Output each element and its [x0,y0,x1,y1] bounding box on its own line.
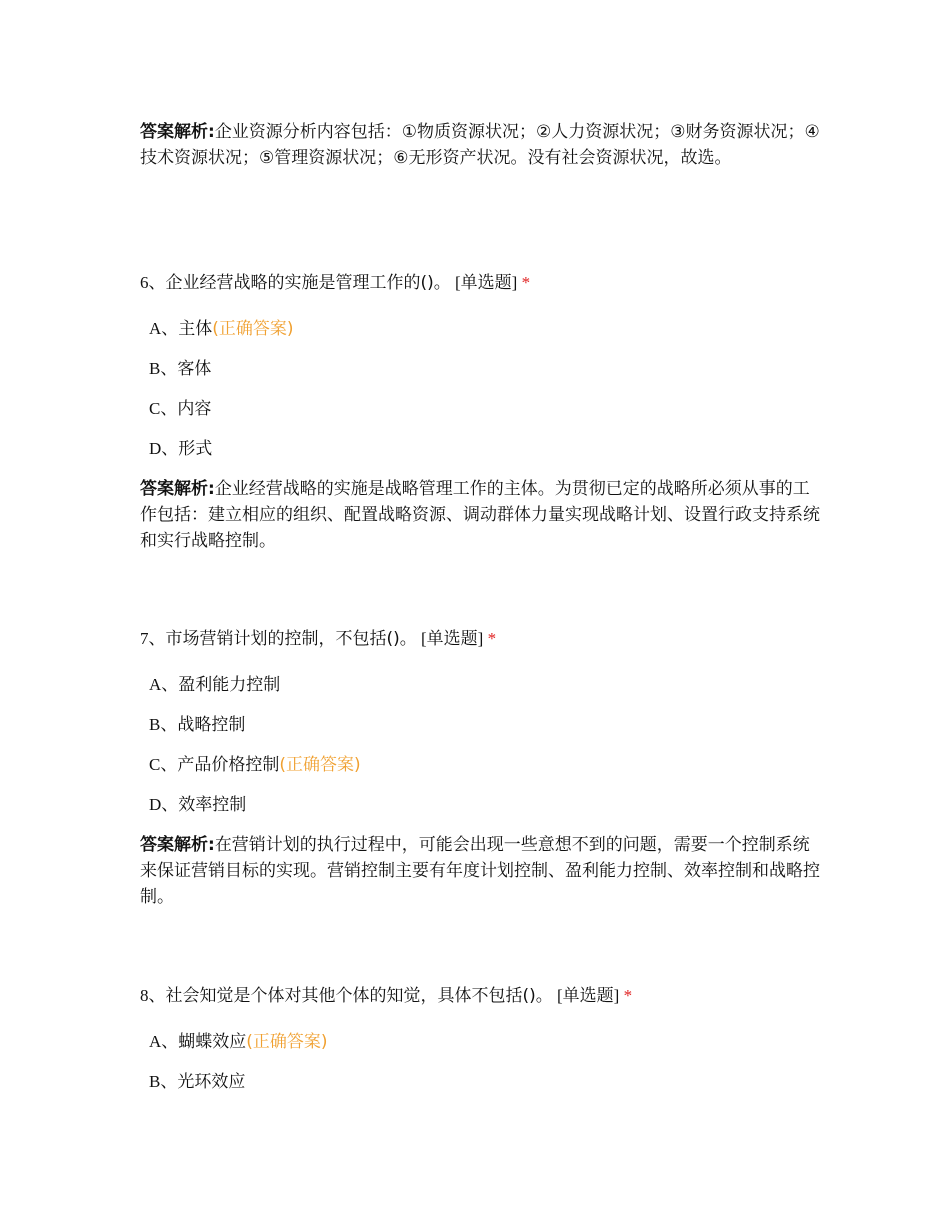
option-b[interactable]: B、战略控制 [149,715,246,735]
explanation-text: 企业资源分析内容包括：①物质资源状况；②人力资源状况；③财务资源状况；④技术资源状况；⑤管理资源状况；⑥无形资产状况。没有社会资源状况，故选。 [140,122,820,168]
required-star: * [623,986,633,1005]
question-text: 企业经营战略的实施是管理工作的()。 [165,273,451,293]
explanation-text: 企业经营战略的实施是战略管理工作的主体。为贯彻已定的战略所必须从事的工作包括：建立相应的组织、配置战略资源、调动群体力量实现战略计划、设置行政支持系统和实行战略控制。 [140,479,820,551]
option-b[interactable]: B、客体 [149,359,212,379]
answer-explanation [140,476,820,554]
required-star: * [487,629,497,648]
question-6 [140,271,820,295]
question-title [140,627,820,651]
explanation-label: 答案解析: [140,479,215,499]
required-star: * [521,273,531,292]
options-q8 [140,1030,820,1110]
option-b[interactable]: B、光环效应 [149,1072,246,1092]
question-type: [单选题] [421,629,484,648]
question-number: 6、 [140,273,166,292]
option-c[interactable]: C、产品价格控制(正确答案) [149,755,361,775]
correct-answer-tag: (正确答案) [212,319,294,339]
options-q6 [140,317,820,477]
question-number: 7、 [140,629,166,648]
question-number: 8、 [140,986,166,1005]
correct-answer-tag: (正确答案) [246,1032,328,1052]
correct-answer-tag: (正确答案) [279,755,361,775]
question-text: 市场营销计划的控制，不包括()。 [165,629,417,649]
option-a[interactable]: A、蝴蝶效应(正确答案) [149,1032,328,1052]
question-title [140,271,820,295]
explanation-block-prev [140,119,820,171]
question-text: 社会知觉是个体对其他个体的知觉，具体不包括()。 [165,986,553,1006]
question-type: [单选题] [557,986,620,1005]
option-c[interactable]: C、内容 [149,399,212,419]
explanation-text: 在营销计划的执行过程中，可能会出现一些意想不到的问题，需要一个控制系统来保证营销目标的实现。营销控制主要有年度计划控制、盈利能力控制、效率控制和战略控制。 [140,835,820,907]
option-d[interactable]: D、效率控制 [149,795,247,815]
explanation-block-q6 [140,476,820,554]
answer-explanation [140,119,820,171]
options-q7 [140,673,820,833]
option-d[interactable]: D、形式 [149,439,213,459]
explanation-block-q7 [140,832,820,910]
option-a[interactable]: A、主体(正确答案) [149,319,294,339]
option-a[interactable]: A、盈利能力控制 [149,675,281,695]
question-title [140,984,820,1008]
question-type: [单选题] [455,273,518,292]
answer-explanation [140,832,820,910]
explanation-label: 答案解析: [140,835,215,855]
explanation-label: 答案解析: [140,122,215,142]
question-7 [140,627,820,651]
question-8 [140,984,820,1008]
